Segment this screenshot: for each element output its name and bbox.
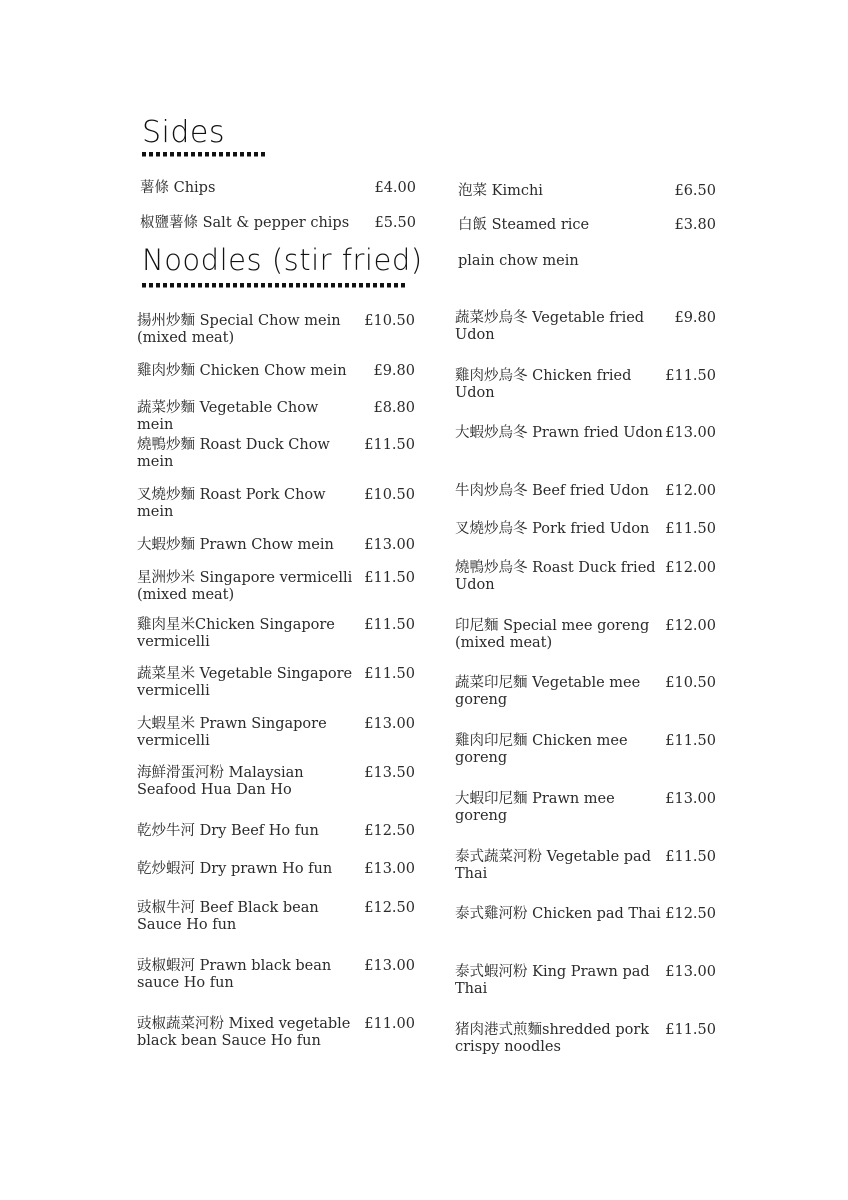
sides-dotted-underline xyxy=(142,152,266,157)
dot-mark xyxy=(198,152,202,157)
menu-item-price: £12.00 xyxy=(665,560,716,576)
dot-mark xyxy=(240,283,244,288)
menu-item xyxy=(458,217,716,257)
menu-item-price: £13.00 xyxy=(665,964,716,980)
menu-item xyxy=(137,487,415,527)
menu-item-name: 海鮮滑蛋河粉 Malaysian Seafood Hua Dan Ho xyxy=(137,765,304,798)
dot-mark xyxy=(233,283,237,288)
menu-item-name: 泰式蔬菜河粉 Vegetable pad Thai xyxy=(455,849,651,882)
dot-mark xyxy=(142,283,146,288)
menu-item-price: £9.80 xyxy=(674,310,716,326)
menu-item xyxy=(137,617,415,657)
dot-mark xyxy=(205,283,209,288)
dot-mark xyxy=(149,283,153,288)
menu-item-price: £13.00 xyxy=(364,537,415,553)
menu-item-price: £10.50 xyxy=(364,313,415,329)
menu-item-name: 叉燒炒麵 Roast Pork Chow mein xyxy=(137,487,326,520)
menu-item-price: £6.50 xyxy=(674,183,716,199)
dot-mark xyxy=(317,283,321,288)
sides-heading: Sides xyxy=(142,115,226,150)
dot-mark xyxy=(219,152,223,157)
dot-mark xyxy=(177,152,181,157)
menu-item-price: £11.50 xyxy=(665,733,716,749)
menu-item-name: 印尼麵 Special mee goreng (mixed meat) xyxy=(455,618,650,651)
menu-item-name: 大蝦印尼麵 Prawn mee goreng xyxy=(455,791,615,824)
menu-item xyxy=(137,861,415,901)
dot-mark xyxy=(226,283,230,288)
dot-mark xyxy=(331,283,335,288)
menu-item-name: 雞肉炒麵 Chicken Chow mein xyxy=(137,363,347,379)
dot-mark xyxy=(254,283,258,288)
menu-item-name: 蔬菜印尼麵 Vegetable mee goreng xyxy=(455,675,641,708)
menu-item xyxy=(137,1016,415,1056)
dot-mark xyxy=(170,283,174,288)
dot-mark xyxy=(149,152,153,157)
dot-mark xyxy=(163,283,167,288)
dot-mark xyxy=(247,152,251,157)
dot-mark xyxy=(268,283,272,288)
menu-item-name: 燒鴨炒烏冬 Roast Duck fried Udon xyxy=(455,560,656,593)
dot-mark xyxy=(324,283,328,288)
menu-item-name: 乾炒蝦河 Dry prawn Ho fun xyxy=(137,861,333,877)
dot-mark xyxy=(142,152,146,157)
menu-item-price: £11.50 xyxy=(364,570,415,586)
menu-item-price: £4.00 xyxy=(374,180,416,196)
menu-item xyxy=(455,521,716,561)
dot-mark xyxy=(212,283,216,288)
menu-item-price: £12.50 xyxy=(665,906,716,922)
menu-item-name: 牛肉炒烏冬 Beef fried Udon xyxy=(455,483,649,499)
menu-item-name: 泰式蝦河粉 King Prawn pad Thai xyxy=(455,964,650,997)
dot-mark xyxy=(352,283,356,288)
menu-item-price: £12.50 xyxy=(364,900,415,916)
menu-item-name: 叉燒炒烏冬 Pork fried Udon xyxy=(455,521,650,537)
menu-item-price: £8.80 xyxy=(373,400,415,416)
menu-item-name: 蔬菜炒麵 Vegetable Chow mein xyxy=(137,400,319,433)
menu-item xyxy=(458,253,716,293)
menu-item xyxy=(137,666,415,706)
menu-item-name: 燒鴨炒麵 Roast Duck Chow mein xyxy=(137,437,330,470)
menu-item xyxy=(455,310,716,350)
menu-item-price: £11.50 xyxy=(665,521,716,537)
menu-item-name: 雞肉炒烏冬 Chicken fried Udon xyxy=(455,368,632,401)
dot-mark xyxy=(226,152,230,157)
dot-mark xyxy=(289,283,293,288)
dot-mark xyxy=(338,283,342,288)
dot-mark xyxy=(184,152,188,157)
menu-item-name: 蔬菜炒烏冬 Vegetable fried Udon xyxy=(455,310,645,343)
menu-item-name: 猪肉港式煎麵shredded pork crispy noodles xyxy=(455,1022,650,1055)
menu-item xyxy=(140,180,416,220)
dot-mark xyxy=(247,283,251,288)
dot-mark xyxy=(394,283,398,288)
menu-item-name: 大蝦炒麵 Prawn Chow mein xyxy=(137,537,334,553)
dot-mark xyxy=(275,283,279,288)
menu-item-name: 豉椒蔬菜河粉 Mixed vegetable black bean Sauce Ho fun xyxy=(137,1016,351,1049)
menu-item-name: 椒鹽薯條 Salt & pepper chips xyxy=(140,215,350,231)
dot-mark xyxy=(205,152,209,157)
menu-item-price: £11.50 xyxy=(665,1022,716,1038)
dot-mark xyxy=(373,283,377,288)
menu-item-price: £11.50 xyxy=(665,849,716,865)
menu-item xyxy=(455,368,716,408)
menu-item xyxy=(137,900,415,940)
dot-mark xyxy=(170,152,174,157)
menu-item xyxy=(455,560,716,600)
menu-item xyxy=(455,733,716,773)
dot-mark xyxy=(198,283,202,288)
menu-item-name: 豉椒牛河 Beef Black bean Sauce Ho fun xyxy=(137,900,319,933)
menu-item xyxy=(137,400,415,440)
menu-item-name: plain chow mein xyxy=(458,253,579,269)
dot-mark xyxy=(156,283,160,288)
menu-item xyxy=(455,791,716,831)
dot-mark xyxy=(310,283,314,288)
menu-item-price: £13.50 xyxy=(364,765,415,781)
menu-item xyxy=(455,964,716,1004)
menu-item-name: 白飯 Steamed rice xyxy=(458,217,590,233)
menu-item xyxy=(137,437,415,477)
menu-item xyxy=(455,1022,716,1062)
menu-item-price: £3.80 xyxy=(674,217,716,233)
menu-item-name: 豉椒蝦河 Prawn black bean sauce Ho fun xyxy=(137,958,332,991)
menu-item-name: 雞肉印尼麵 Chicken mee goreng xyxy=(455,733,628,766)
menu-item-price: £11.00 xyxy=(364,1016,415,1032)
dot-mark xyxy=(184,283,188,288)
dot-mark xyxy=(233,152,237,157)
menu-item-name: 大蝦星米 Prawn Singapore vermicelli xyxy=(137,716,327,749)
dot-mark xyxy=(261,152,265,157)
menu-item-price: £13.00 xyxy=(364,861,415,877)
menu-item-name: 蔬菜星米 Vegetable Singapore vermicelli xyxy=(137,666,353,699)
dot-mark xyxy=(177,283,181,288)
menu-item xyxy=(140,215,416,255)
dot-mark xyxy=(359,283,363,288)
menu-item-price: £10.50 xyxy=(665,675,716,691)
menu-item-name: 大蝦炒烏冬 Prawn fried Udon xyxy=(455,425,663,441)
menu-item xyxy=(137,716,415,756)
menu-item-price: £12.00 xyxy=(665,483,716,499)
menu-item-price: £11.50 xyxy=(364,666,415,682)
menu-item-price: £13.00 xyxy=(364,716,415,732)
menu-item xyxy=(137,363,415,403)
dot-mark xyxy=(380,283,384,288)
menu-item-price: £11.50 xyxy=(665,368,716,384)
menu-item xyxy=(455,675,716,715)
menu-item xyxy=(455,906,716,946)
menu-item xyxy=(455,483,716,523)
menu-item-price: £11.50 xyxy=(364,617,415,633)
menu-item-price: £12.50 xyxy=(364,823,415,839)
menu-item-name: 星洲炒米 Singapore vermicelli (mixed meat) xyxy=(137,570,353,603)
menu-item xyxy=(137,313,415,353)
noodles-dotted-underline xyxy=(142,283,410,288)
dot-mark xyxy=(156,152,160,157)
menu-item-name: 揚州炒麵 Special Chow mein (mixed meat) xyxy=(137,313,341,346)
dot-mark xyxy=(401,283,405,288)
menu-item xyxy=(137,823,415,863)
dot-mark xyxy=(254,152,258,157)
menu-item-name: 泡菜 Kimchi xyxy=(458,183,543,199)
menu-item-name: 乾炒牛河 Dry Beef Ho fun xyxy=(137,823,319,839)
menu-item-price: £10.50 xyxy=(364,487,415,503)
noodles-heading: Noodles (stir fried) xyxy=(142,243,423,277)
menu-item-price: £9.80 xyxy=(373,363,415,379)
menu-item-name: 雞肉星米Chicken Singapore vermicelli xyxy=(137,617,335,650)
dot-mark xyxy=(191,152,195,157)
dot-mark xyxy=(240,152,244,157)
menu-item-price: £12.00 xyxy=(665,618,716,634)
menu-item xyxy=(455,618,716,658)
dot-mark xyxy=(303,283,307,288)
dot-mark xyxy=(212,152,216,157)
dot-mark xyxy=(282,283,286,288)
menu-item-price: £13.00 xyxy=(364,958,415,974)
menu-item-price: £13.00 xyxy=(665,425,716,441)
dot-mark xyxy=(163,152,167,157)
menu-item xyxy=(137,570,415,610)
menu-item xyxy=(455,849,716,889)
dot-mark xyxy=(366,283,370,288)
dot-mark xyxy=(296,283,300,288)
menu-item-name: 薯條 Chips xyxy=(140,180,216,196)
dot-mark xyxy=(219,283,223,288)
menu-item-name: 泰式雞河粉 Chicken pad Thai xyxy=(455,906,661,922)
menu-item xyxy=(455,425,716,465)
menu-item-price: £13.00 xyxy=(665,791,716,807)
menu-item xyxy=(137,958,415,998)
dot-mark xyxy=(261,283,265,288)
menu-item-price: £5.50 xyxy=(374,215,416,231)
menu-item xyxy=(137,765,415,805)
dot-mark xyxy=(387,283,391,288)
menu-item-price: £11.50 xyxy=(364,437,415,453)
dot-mark xyxy=(345,283,349,288)
dot-mark xyxy=(191,283,195,288)
